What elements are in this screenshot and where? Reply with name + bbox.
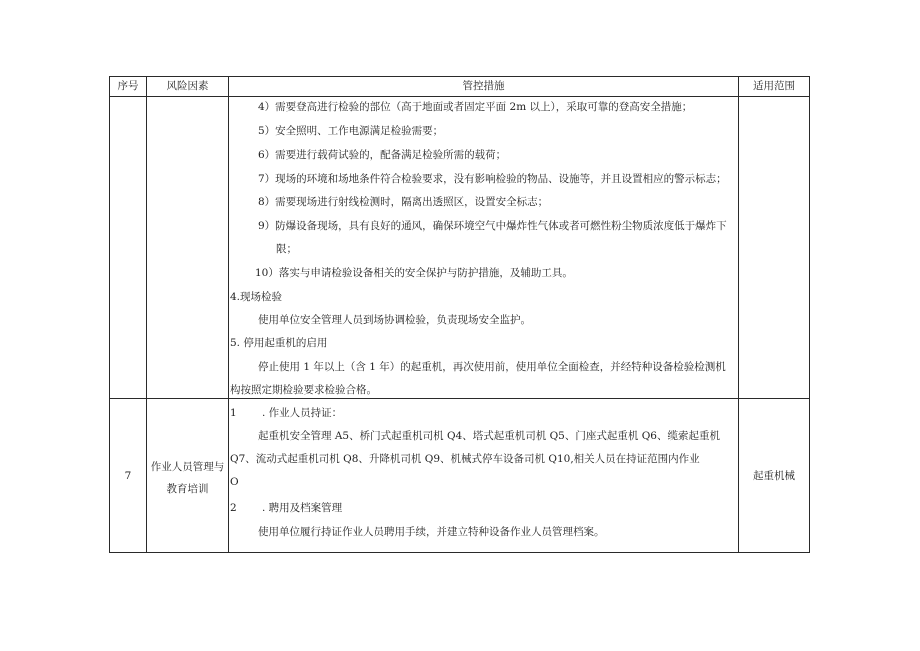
measure-line: 6）需要进行载荷试验的，配备满足检验所需的载荷；	[258, 149, 507, 161]
measure-line: 7）现场的环境和场地条件符合检验要求，没有影响检验的物品、设施等，并且设置相应的警示标志；	[258, 173, 727, 185]
header-measures: 管控措施	[462, 80, 505, 92]
header-risk: 风险因素	[166, 80, 209, 92]
header-row-divider	[109, 96, 810, 97]
header-no: 序号	[117, 80, 139, 92]
measure-line: 限；	[276, 243, 297, 255]
item-title: . 聘用及档案管理	[262, 502, 343, 514]
measure-line: 4）需要登高进行检验的部位（高于地面或者固定平面 2m 以上），采取可靠的登高安全措施；	[258, 101, 693, 113]
measure-line: 5）安全照明、工作电源满足检验需要；	[258, 125, 444, 137]
risk-factor-line: 教育培训	[166, 483, 209, 495]
risk-factor-line: 作业人员管理与	[150, 461, 225, 473]
measure-line: 使用单位安全管理人员到场协调检验，负责现场安全监护。	[258, 314, 531, 326]
measure-line: 8）需要现场进行射线检测时，隔离出透照区，设置安全标志；	[258, 196, 549, 208]
measure-line: 起重机安全管理 A5、桥门式起重机司机 Q4、塔式起重机司机 Q5、门座式起重机 Q6、缆索起重机	[258, 430, 720, 442]
table-border-bottom	[109, 552, 810, 553]
measure-line: 9）防爆设备现场，具有良好的通风，确保环境空气中爆炸性气体或者可燃性粉尘物质浓度低于爆炸下	[258, 220, 727, 232]
row-divider	[109, 398, 810, 399]
item-number: 1	[230, 407, 237, 419]
measure-line: O	[230, 476, 239, 488]
item-number: 2	[230, 502, 237, 514]
table-border-right	[809, 76, 810, 553]
header-scope: 适用范围	[753, 80, 795, 92]
column-divider-risk	[228, 76, 229, 553]
measure-section-heading: 5. 停用起重机的启用	[230, 337, 328, 349]
measure-section-heading: 4.现场检验	[230, 291, 283, 303]
measure-line: 构按照定期检验要求检验合格。	[230, 384, 377, 396]
measure-line: 使用单位履行持证作业人员聘用手续，并建立特种设备作业人员管理档案。	[258, 526, 605, 538]
applicable-scope: 起重机械	[753, 470, 795, 482]
item-title: . 作业人员持证：	[262, 407, 343, 419]
measure-line: 停止使用 1 年以上（含 1 年）的起重机，再次使用前，使用单位全面检查，并经特种设备检验检测机	[258, 361, 726, 373]
table-border-top	[109, 76, 810, 77]
row-number: 7	[124, 470, 132, 482]
measure-line: 10）落实与申请检验设备相关的安全保护与防护措施，及辅助工具。	[255, 267, 573, 279]
measure-line: Q7、流动式起重机司机 Q8、升降机司机 Q9、机械式停车设备司机 Q10,相关人员在持证范围内作业	[230, 453, 700, 465]
